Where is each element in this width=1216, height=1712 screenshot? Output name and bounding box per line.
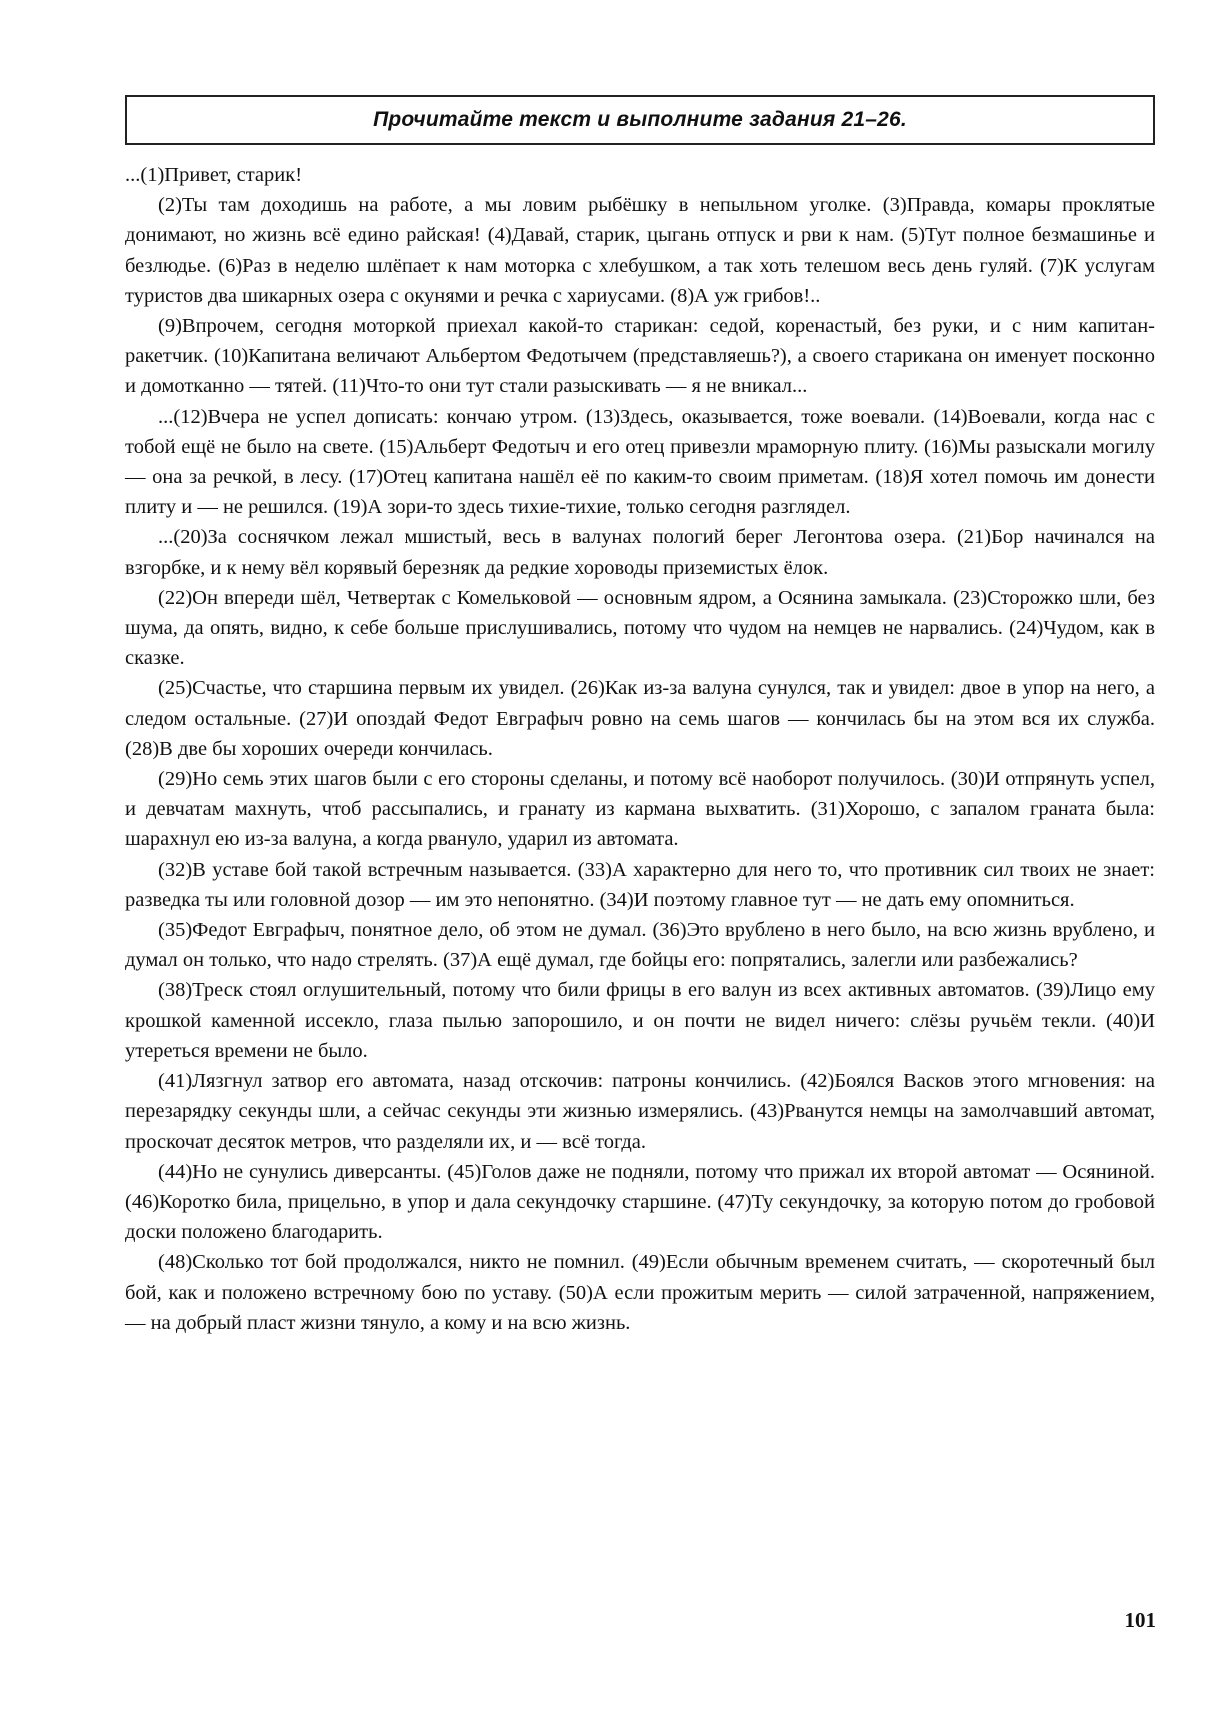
paragraph: (29)Но семь этих шагов были с его стороны сделаны, и потому всё наоборот получилось. (30)И отпрянуть успел, и девчатам махнуть, чтоб рассыпались, и гранату из кармана выхватить. (31)Хорошо, с запалом граната была: шарахнул ею из-за валуна, а когда рвануло, ударил из автомата. bbox=[125, 768, 1155, 851]
task-instruction-box bbox=[125, 95, 1155, 145]
reading-text bbox=[125, 160, 1155, 1338]
paragraph: (44)Но не сунулись диверсанты. (45)Голов даже не подняли, потому что прижал их второй автомат — Осяниной. (46)Коротко била, прицельно, в упор и дала секундочку старшине. (47)Ту секундочку, за которую потом до гробовой доски положено благодарить. bbox=[125, 1160, 1155, 1244]
paragraph: (32)В уставе бой такой встречным называется. (33)А характерно для него то, что противник сил твоих не знает: разведка ты или головной дозор — им это непонятно. (34)И поэтому главное тут — не дать ему опомниться. bbox=[125, 858, 1155, 911]
paragraph: (48)Сколько тот бой продолжался, никто не помнил. (49)Если обычным временем считать, — скоротечный был бой, как и положено встречному бою по уставу. (50)А если прожитым мерить — силой затраченной, напряжением, — на добрый пласт жизни тянуло, а кому и на всю жизнь. bbox=[125, 1251, 1155, 1334]
paragraph: ...(1)Привет, старик! bbox=[125, 164, 303, 186]
paragraph: (41)Лязгнул затвор его автомата, назад отскочив: патроны кончились. (42)Боялся Васков этого мгновения: на перезарядку секунды шли, а сейчас секунды эти жизнью измерялись. (43)Рванутся немцы на замолчавший автомат, проскочат десяток метров, что разделяли их, и — всё тогда. bbox=[125, 1070, 1155, 1153]
paragraph: (35)Федот Евграфыч, понятное дело, об этом не думал. (36)Это врублено в него было, на всю жизнь врублено, и думал он только, что надо стрелять. (37)А ещё думал, где бойцы его: попрятались, залегли или разбежались? bbox=[125, 919, 1155, 972]
paragraph: (22)Он впереди шёл, Четвертак с Комельковой — основным ядром, а Осянина замыкала. (23)Сторожко шли, без шума, да опять, видно, к себе больше прислушивались, потому что чудом на немцев не нарвались. (24)Чудом, как в сказке. bbox=[125, 586, 1155, 670]
paragraph: (9)Впрочем, сегодня моторкой приехал какой-то старикан: седой, коренастый, без руки, и с ним капитан-ракетчик. (10)Капитана величают Альбертом Федотычем (представляешь?), а своего старикана он именует посконно и домотканно — тятей. (11)Что-то они тут стали разыскивать — я не вникал... bbox=[125, 315, 1155, 398]
task-instruction: Прочитайте текст и выполните задания 21–26. bbox=[373, 108, 907, 131]
page-number: 101 bbox=[1124, 1608, 1156, 1632]
paragraph: (25)Счастье, что старшина первым их увидел. (26)Как из-за валуна сунулся, так и увидел: двое в упор на него, а следом остальные. (27)И опоздай Федот Евграфыч ровно на семь шагов — кончилась бы на этом вся их служба. (28)В две бы хороших очереди кончилась. bbox=[125, 677, 1155, 760]
paragraph: (2)Ты там доходишь на работе, а мы ловим рыбёшку в непыльном уголке. (3)Правда, комары проклятые донимают, но жизнь всё едино райская! (4)Давай, старик, цыгань отпуск и рви к нам. (5)Тут полное безмашинье и безлюдье. (6)Раз в неделю шлёпает к нам моторка с хлебушком, а так хоть телешом весь день гуляй. (7)К услугам туристов два шикарных озера с окунями и речка с хариусами. (8)А уж грибов!.. bbox=[125, 194, 1155, 307]
paragraph: (38)Треск стоял оглушительный, потому что били фрицы в его валун из всех активных автоматов. (39)Лицо ему крошкой каменной иссекло, глаза пылью запорошило, и он почти не видел ничего: слёзы ручьём текли. (40)И утереться времени не было. bbox=[125, 979, 1155, 1062]
paragraph: ...(12)Вчера не успел дописать: кончаю утром. (13)Здесь, оказывается, тоже воевали. (14)Воевали, когда нас с тобой ещё не было на свете. (15)Альберт Федотыч и его отец привезли мраморную плиту. (16)Мы разыскали могилу — она за речкой, в лесу. (17)Отец капитана нашёл её по каким-то своим приметам. (18)Я хотел помочь им донести плиту и — не решился. (19)А зори-то здесь тихие-тихие, только сегодня разглядел. bbox=[125, 405, 1155, 519]
paragraph: ...(20)За соснячком лежал мшистый, весь в валунах пологий берег Легонтова озера. (21)Бор начинался на взгорбке, и к нему вёл корявый березняк да редкие хороводы приземистых ёлок. bbox=[125, 526, 1155, 579]
